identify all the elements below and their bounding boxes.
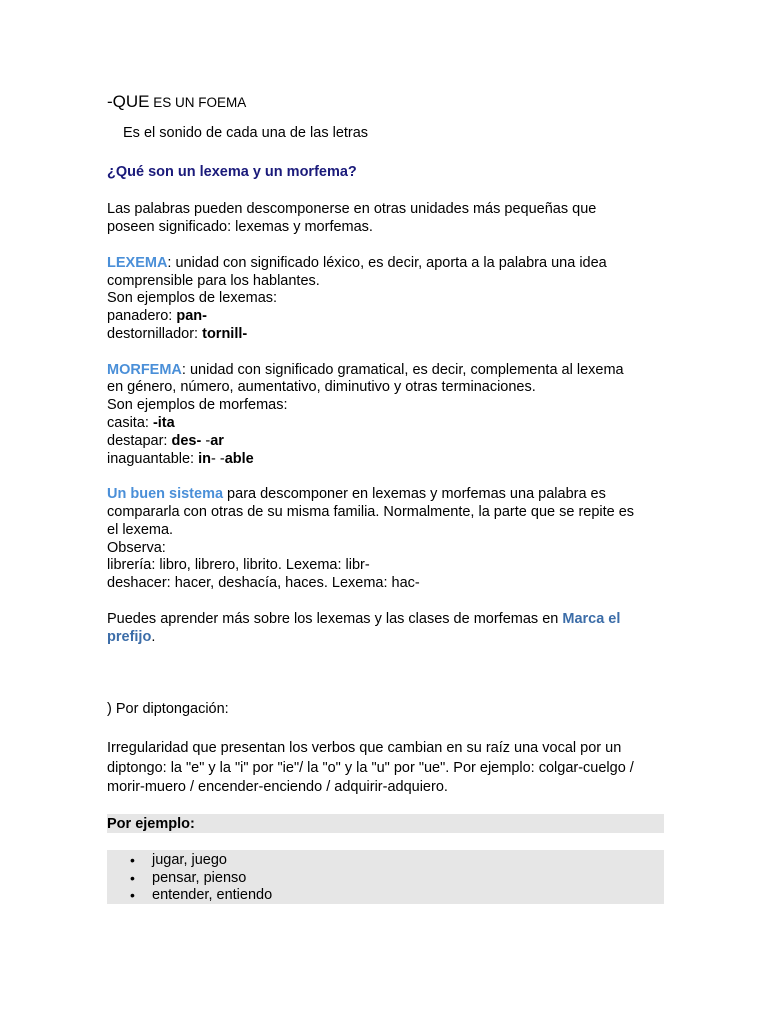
lexema-definition-text: : unidad con significado léxico, es decir, aporta a la palabra una idea [167, 255, 607, 271]
more-paragraph [107, 610, 620, 628]
lexema-line-2: comprensible para los hablantes. [107, 273, 320, 289]
morfema-definition [107, 361, 624, 379]
example-word: casita: [107, 415, 153, 431]
sistema-example-2: deshacer: hacer, deshacía, haces. Lexema: hac- [107, 575, 420, 591]
observa-label: Observa: [107, 540, 166, 556]
bullet-icon: • [130, 852, 135, 868]
diptongacion-line-1: Irregularidad que presentan los verbos que cambian en su raíz una vocal por un [107, 740, 622, 756]
example-word: destornillador: [107, 326, 203, 342]
title-rest: ES UN FOEMA [149, 95, 247, 110]
diptongacion-line-3: morir-muero / encender-enciendo / adquirir-adquiero. [107, 779, 448, 795]
marca-prefijo-link[interactable]: Marca el [562, 611, 621, 627]
more-text: Puedes aprender más sobre los lexemas y las clases de morfemas en [107, 611, 563, 627]
lexema-examples-intro: Son ejemplos de lexemas: [107, 290, 278, 306]
sistema-paragraph [107, 485, 606, 503]
title-prefix: -QUE [107, 92, 150, 111]
lexema-example [107, 307, 207, 325]
sistema-example-1: librería: libro, librero, librito. Lexema: libr- [107, 557, 370, 573]
morfema-definition-text: : unidad con significado gramatical, es decir, complementa al lexema [181, 362, 624, 378]
sistema-term: Un buen sistema [107, 486, 224, 502]
marca-prefijo-link-continued[interactable]: prefijo [107, 629, 152, 645]
example-part: -ita [152, 415, 175, 431]
lexema-definition [107, 254, 607, 272]
examples-list [107, 850, 664, 904]
example-part: ar [210, 433, 224, 449]
morfema-line-2: en género, número, aumentativo, diminutivo y otras terminaciones. [107, 379, 536, 395]
example-part: able [224, 451, 254, 467]
list-item-text: pensar, pienso [152, 870, 247, 886]
example-separator: - - [211, 451, 225, 467]
more-line-2 [107, 628, 155, 646]
morfema-examples-intro: Son ejemplos de morfemas: [107, 397, 288, 413]
definition-text: Es el sonido de cada una de las letras [123, 125, 369, 141]
list-item-text: jugar, juego [152, 852, 227, 868]
diptongacion-line-2: diptongo: la "e" y la "i" por "ie"/ la "o" y la "u" por "ue". Por ejemplo: colgar-cuelgo / [107, 760, 634, 776]
sistema-line-3: el lexema. [107, 522, 174, 538]
question-heading: ¿Qué son un lexema y un morfema? [107, 164, 357, 180]
example-word: inaguantable: [107, 451, 199, 467]
por-ejemplo-label: Por ejemplo: [107, 816, 195, 832]
example-separator: - [201, 433, 211, 449]
por-ejemplo-bar [107, 814, 664, 833]
morfema-example [107, 432, 224, 450]
example-part: pan- [176, 308, 207, 324]
example-part: des- [171, 433, 202, 449]
bullet-icon: • [130, 870, 135, 886]
page-title [107, 92, 246, 112]
example-part: in [198, 451, 211, 467]
intro-line-2: poseen significado: lexemas y morfemas. [107, 219, 373, 235]
sistema-text: para descomponer en lexemas y morfemas una palabra es [223, 486, 606, 502]
example-word: panadero: [107, 308, 177, 324]
morfema-example [107, 450, 254, 468]
lexema-term: LEXEMA [107, 255, 168, 271]
diptongacion-title: ) Por diptongación: [107, 701, 229, 717]
more-end: . [151, 629, 156, 645]
bullet-icon: • [130, 887, 135, 903]
example-part: tornill- [202, 326, 248, 342]
intro-line-1: Las palabras pueden descomponerse en otras unidades más pequeñas que [107, 201, 597, 217]
morfema-term: MORFEMA [107, 362, 182, 378]
list-item-text: entender, entiendo [152, 887, 273, 903]
example-word: destapar: [107, 433, 172, 449]
morfema-example [107, 414, 175, 432]
lexema-example [107, 325, 247, 343]
sistema-line-2: compararla con otras de su misma familia. Normalmente, la parte que se repite es [107, 504, 635, 520]
